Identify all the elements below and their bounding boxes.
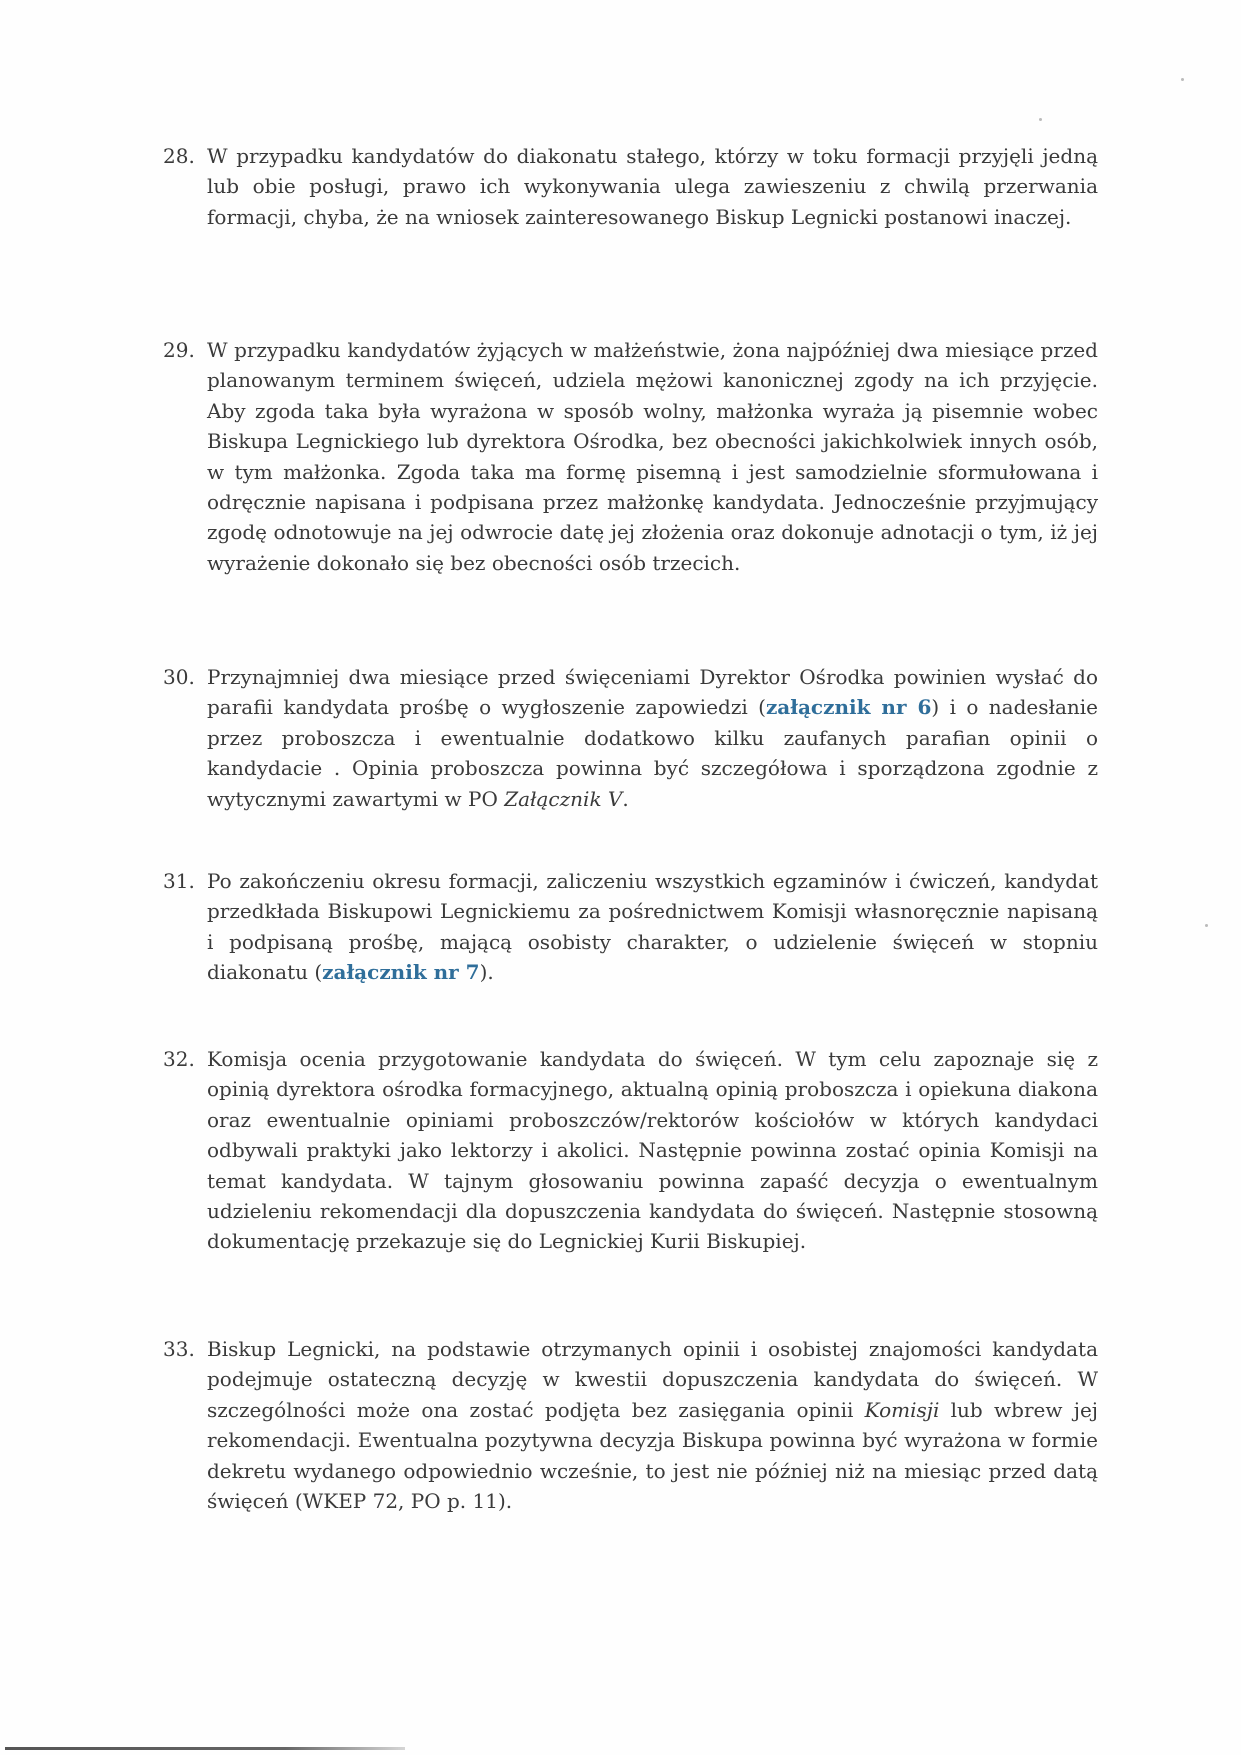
paragraph-text: W przypadku kandydatów żyjących w małżeństwie, żona najpóźniej dwa miesiące przed planowanym terminem święceń, udziela mężowi kanonicznej zgody na ich przyjęcie. Aby zgoda taka była wyrażona w sposób wolny, małżonka wyraża ją pisemnie wobec Biskupa Legnickiego lub dyrektora Ośrodka, bez obecności jakichkolwiek innych osób, w tym małżonka. Zgoda taka ma formę pisemną i jest samodzielnie sformułowana i odręcznie napisana i podpisana przez małżonkę kandydata. Jednocześnie przyjmujący zgodę odnotowuje na jej odwrocie datę jej złożenia oraz dokonuje adnotacji o tym, iż jej wyrażenie dokonało się bez obecności osób trzecich. — [207, 338, 1098, 575]
paragraph-number: 31. — [163, 869, 195, 893]
paragraph-text: W przypadku kandydatów do diakonatu stałego, którzy w toku formacji przyjęli jedną lub obie posługi, prawo ich wykonywania ulega zawieszeniu z chwilą przerwania formacji, chyba, że na wniosek zainteresowanego Biskup Legnicki postanowi inaczej. — [207, 144, 1098, 229]
paragraph-number: 33. — [163, 1337, 195, 1361]
scan-artifact — [1039, 118, 1042, 121]
paragraph-32 — [163, 1044, 1098, 1257]
scan-artifact — [1181, 78, 1184, 81]
paragraph-33 — [163, 1334, 1098, 1516]
paragraph-number: 30. — [163, 665, 195, 689]
paragraph-number: 32. — [163, 1047, 195, 1071]
attachment-6-link[interactable]: załącznik nr 6 — [765, 695, 932, 720]
scan-artifact — [1205, 924, 1208, 927]
paragraph-text: Biskup Legnicki, na podstawie otrzymanych opinii i osobistej znajomości kandydata podejmuje ostateczną decyzję w kwestii dopuszczenia kandydata do święceń. W szczególności może ona zostać podjęta bez zasięgania opinii Komisji lub wbrew jej rekomendacji. Ewentualna pozytywna decyzja Biskupa powinna być wyrażona w formie dekretu wydanego odpowiednio wcześnie, to jest nie później niż na miesiąc przed datą święceń (WKEP 72, PO p. 11). — [207, 1337, 1099, 1514]
paragraph-text: Po zakończeniu okresu formacji, zaliczeniu wszystkich egzaminów i ćwiczeń, kandydat przedkłada Biskupowi Legnickiemu za pośrednictwem Komisji własnoręcznie napisaną i podpisaną prośbę, mającą osobisty charakter, o udzielenie święceń w stopniu diakonatu (załącznik nr 7). — [207, 869, 1098, 985]
paragraph-number: 28. — [163, 144, 195, 168]
paragraph-text: Przynajmniej dwa miesiące przed święceniami Dyrektor Ośrodka powinien wysłać do parafii kandydata prośbę o wygłoszenie zapowiedzi (załącznik nr 6) i o nadesłanie przez proboszcza i ewentualnie dodatkowo kilku zaufanych parafian opinii o kandydacie . Opinia proboszcza powinna być szczegółowa i sporządzona zgodnie z wytycznymi zawartymi w PO Załącznik V. — [207, 665, 1099, 811]
paragraph-30 — [163, 662, 1098, 814]
paragraph-31 — [163, 866, 1098, 988]
paragraph-28 — [163, 141, 1098, 232]
italic-reference: Załącznik V — [504, 786, 623, 811]
scan-edge-line — [5, 1747, 405, 1750]
attachment-7-link[interactable]: załącznik nr 7 — [322, 960, 480, 985]
paragraph-number: 29. — [163, 338, 195, 362]
paragraph-29 — [163, 335, 1098, 578]
paragraph-text: Komisja ocenia przygotowanie kandydata do święceń. W tym celu zapoznaje się z opinią dyrektora ośrodka formacyjnego, aktualną opinią proboszcza i opiekuna diakona oraz ewentualnie opiniami proboszczów/rektorów kościołów w których kandydaci odbywali praktyki jako lektorzy i akolici. Następnie powinna zostać opinia Komisji na temat kandydata. W tajnym głosowaniu powinna zapaść decyzja o ewentualnym udzieleniu rekomendacji dla dopuszczenia kandydata do święceń. Następnie stosowną dokumentację przekazuje się do Legnickiej Kurii Biskupiej. — [207, 1047, 1098, 1254]
italic-komisji: Komisji — [864, 1397, 940, 1422]
